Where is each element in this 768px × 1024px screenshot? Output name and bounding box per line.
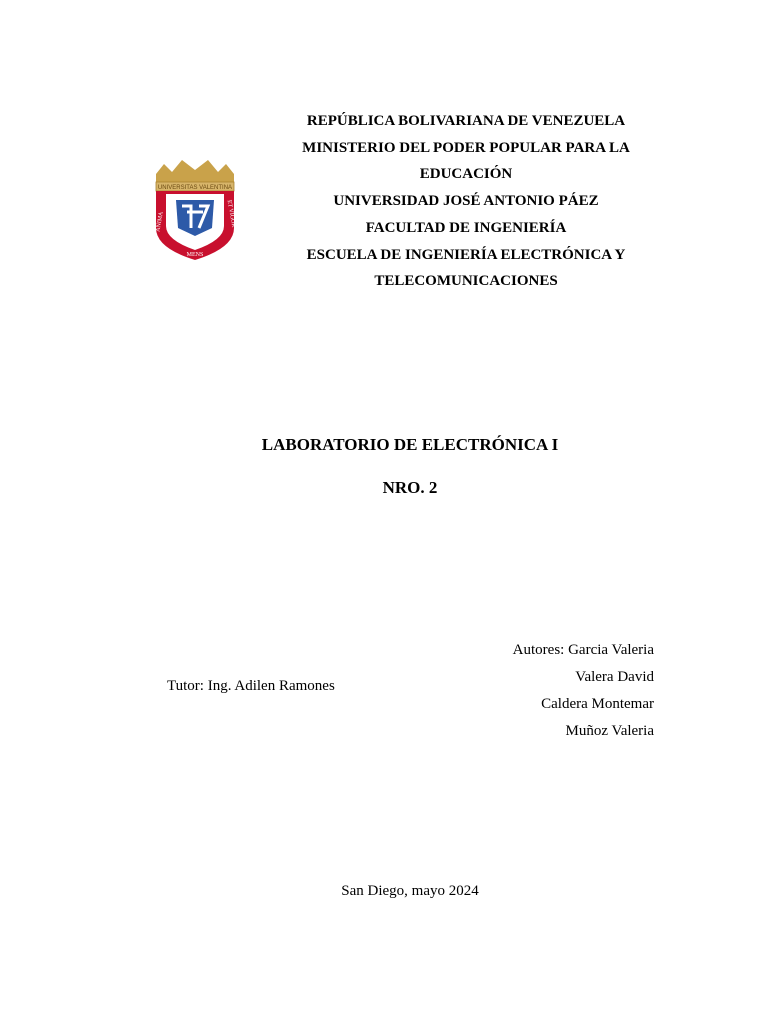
header-line: TELECOMUNICACIONES [374,273,558,290]
header-line: ESCUELA DE INGENIERÍA ELECTRÓNICA Y [306,246,626,263]
author-line: Muñoz Valeria [565,723,654,739]
authors-block [513,637,654,745]
header-line: FACULTAD DE INGENIERÍA [365,219,567,236]
tutor-line: Tutor: Ing. Adilen Ramones [167,678,335,694]
header-line: EDUCACIÓN [419,166,513,183]
lab-title: LABORATORIO DE ELECTRÓNICA I [261,435,559,454]
author-line: Caldera Montemar [541,696,654,712]
institution-header [285,108,647,295]
author-line: Autores: Garcia Valeria [512,642,654,658]
svg-text:MENS: MENS [186,252,204,258]
header-line: UNIVERSIDAD JOSÉ ANTONIO PÁEZ [333,193,599,210]
lab-number: NRO. 2 [382,478,438,497]
university-crest-icon [146,156,244,264]
svg-text:ET VIGOR: ET VIGOR [225,199,237,228]
place-date: San Diego, mayo 2024 [341,883,479,899]
svg-text:ANIMA: ANIMA [155,211,165,233]
header-line: REPÚBLICA BOLIVARIANA DE VENEZUELA [306,113,626,129]
svg-text:UNIVERSITAS VALENTINA: UNIVERSITAS VALENTINA [157,185,233,191]
author-line: Valera David [575,669,654,685]
header-line: MINISTERIO DEL PODER POPULAR PARA LA [302,139,630,156]
